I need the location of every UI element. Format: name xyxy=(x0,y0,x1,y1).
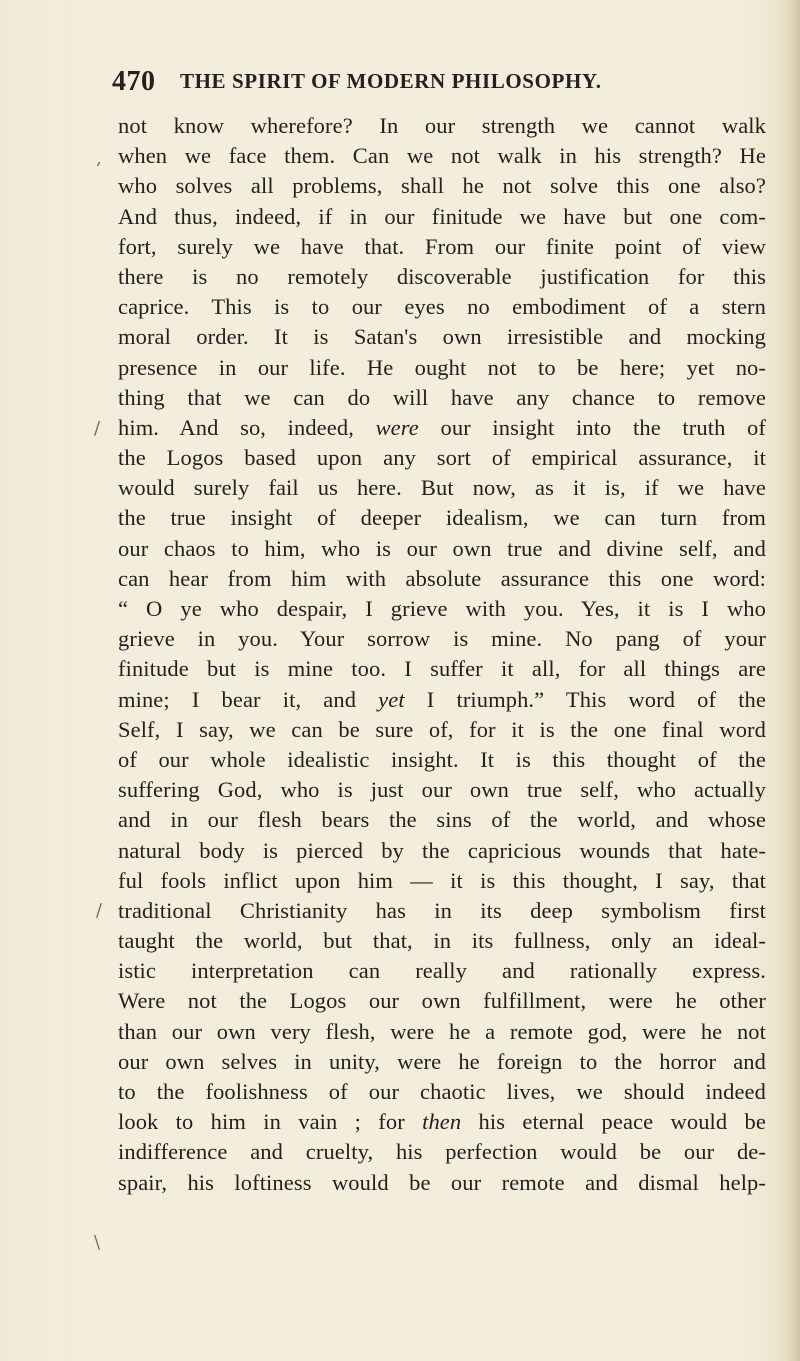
text-line: finitude but is mine too. I suffer it all, for all things are xyxy=(118,656,766,682)
body-text xyxy=(118,111,766,1198)
text-line: and in our flesh bears the sins of the world, and whose xyxy=(118,807,766,833)
text-line: Were not the Logos our own fulfillment, were he other xyxy=(118,988,766,1014)
text-line: who solves all problems, shall he not solve this one also? xyxy=(118,173,766,199)
text-line: traditional Christianity has in its deep symbolism first xyxy=(118,897,766,923)
text-line: our own selves in unity, were he foreign to the horror and xyxy=(118,1048,766,1074)
text-line: caprice. This is to our eyes no embodiment of a stern xyxy=(118,294,766,320)
text-line: when we face them. Can we not walk in his strength? He xyxy=(118,143,766,169)
text-line: moral order. It is Satan's own irresistible and mocking xyxy=(118,324,766,350)
text-line: mine; I bear it, and yet I triumph.” This word of the xyxy=(118,686,766,712)
text-line: spair, his loftiness would be our remote and dismal help- xyxy=(118,1169,766,1195)
text-line: “ O ye who despair, I grieve with you. Yes, it is I who xyxy=(118,596,766,621)
text-line: natural body is pierced by the capricious wounds that hate- xyxy=(118,837,766,863)
running-head-title: THE SPIRIT OF MODERN PHILOSOPHY. xyxy=(180,69,602,93)
text-line: there is no remotely discoverable justification for this xyxy=(118,263,766,289)
text-line: would surely fail us here. But now, as it is, if we have xyxy=(118,475,766,501)
text-line: presence in our life. He ought not to be here; yet no- xyxy=(118,354,766,380)
page-edge-shadow xyxy=(786,0,800,1361)
text-line: our chaos to him, who is our own true and divine self, and xyxy=(118,535,766,561)
margin-pencil-mark: , xyxy=(96,148,102,169)
text-line: taught the world, but that, in its fullness, only an ideal- xyxy=(118,928,766,954)
text-line: of our whole idealistic insight. It is this thought of the xyxy=(118,746,766,772)
text-line: suffering God, who is just our own true self, who actually xyxy=(118,777,766,803)
text-line: fort, surely we have that. From our finite point of view xyxy=(118,233,766,259)
text-line: him. And so, indeed, were our insight into the truth of xyxy=(118,414,766,440)
text-line: to the foolishness of our chaotic lives, we should indeed xyxy=(118,1079,766,1104)
text-line: grieve in you. Your sorrow is mine. No pang of your xyxy=(118,626,766,652)
text-line: the true insight of deeper idealism, we can turn from xyxy=(118,505,766,531)
margin-pencil-mark: / xyxy=(96,900,103,921)
text-line: the Logos based upon any sort of empirical assurance, it xyxy=(118,445,766,471)
page-number: 470 xyxy=(112,66,156,97)
text-line: And thus, indeed, if in our finitude we have but one com- xyxy=(118,203,766,229)
running-head xyxy=(112,66,760,100)
text-line: indifference and cruelty, his perfection would be our de- xyxy=(118,1139,766,1165)
text-line: not know wherefore? In our strength we cannot walk xyxy=(118,113,766,138)
text-line: than our own very flesh, were he a remote god, were he not xyxy=(118,1018,766,1044)
margin-pencil-mark: / xyxy=(94,418,101,439)
margin-pencil-mark: \ xyxy=(94,1232,101,1253)
text-line: thing that we can do will have any chance to remove xyxy=(118,384,766,410)
text-line: ful fools inflict upon him — it is this thought, I say, that xyxy=(118,867,766,893)
text-line: look to him in vain ; for then his eternal peace would be xyxy=(118,1109,766,1135)
text-line: istic interpretation can really and rationally express. xyxy=(118,958,766,984)
text-line: Self, I say, we can be sure of, for it is the one final word xyxy=(118,716,766,742)
text-line: can hear from him with absolute assurance this one word: xyxy=(118,565,766,591)
